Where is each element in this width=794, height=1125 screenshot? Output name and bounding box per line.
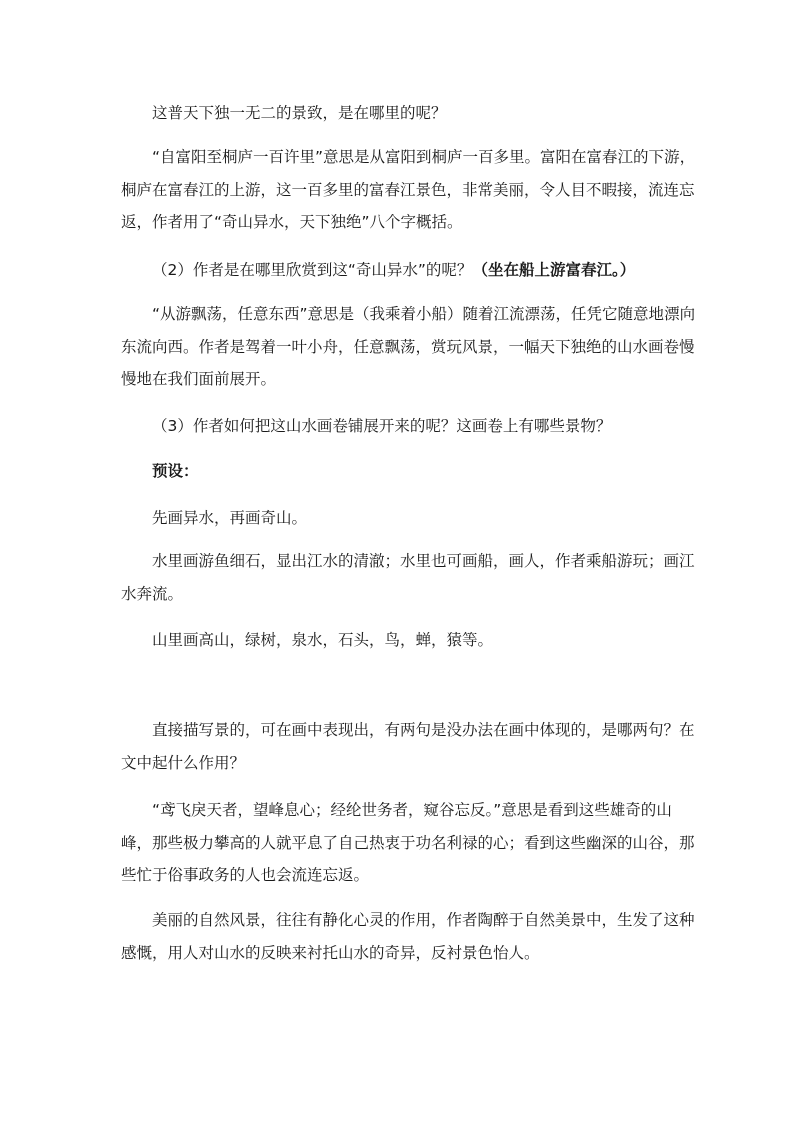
paragraph-preset-label: 预设： bbox=[152, 462, 199, 480]
paragraph-preset-2: 水里画游鱼细石，显出江水的清澈；水里也可画船，画人，作者乘船游玩；画江水奔流。 bbox=[121, 552, 695, 603]
paragraph-question-3: （3）作者如何把这山水画卷铺展开来的呢？这画卷上有哪些景物？ bbox=[152, 417, 612, 435]
paragraph-question-location: 这普天下独一无二的景致，是在哪里的呢？ bbox=[152, 104, 447, 122]
question-2-text: （2）作者是在哪里欣赏到这“奇山异水”的呢？ bbox=[152, 261, 473, 279]
paragraph-question-4: 直接描写景的，可在画中表现出，有两句是没办法在画中体现的，是哪两句？在文中起什么作用？ bbox=[121, 721, 695, 772]
question-2-answer: （坐在船上游富春江。） bbox=[472, 261, 636, 279]
paragraph-explanation-drift: “从游飘荡，任意东西”意思是（我乘着小船）随着江流漂荡，任凭它随意地漂向东流向西。作者是驾着一叶小舟，任意飘荡，赏玩风景，一幅天下独绝的山水画卷慢慢地在我们面前展开。 bbox=[121, 305, 696, 388]
paragraph-explanation-quote: “鸢飞戾天者，望峰息心；经纶世务者，窥谷忘反。”意思是看到这些雄奇的山峰，那些极力攀高的人就平息了自己热衷于功名利禄的心；看到这些幽深的山谷，那些忙于俗事政务的人也会流连忘返。 bbox=[121, 801, 695, 884]
paragraph-question-2 bbox=[121, 254, 696, 287]
paragraph-explanation-distance: “自富阳至桐庐一百许里”意思是从富阳到桐庐一百多里。富阳在富春江的下游，桐庐在富春江的上游，这一百多里的富春江景色，非常美丽，令人目不暇接，流连忘返，作者用了“奇山异水，天下独绝”八个字概括。 bbox=[121, 148, 696, 231]
paragraph-explanation-effect: 美丽的自然风景，往往有静化心灵的作用，作者陶醉于自然美景中，生发了这种感慨，用人对山水的反映来衬托山水的奇异，反衬景色怡人。 bbox=[121, 911, 695, 962]
paragraph-preset-3: 山里画高山，绿树，泉水，石头，鸟，蝉，猿等。 bbox=[152, 631, 494, 649]
paragraph-preset-1: 先画异水，再画奇山。 bbox=[152, 509, 308, 527]
